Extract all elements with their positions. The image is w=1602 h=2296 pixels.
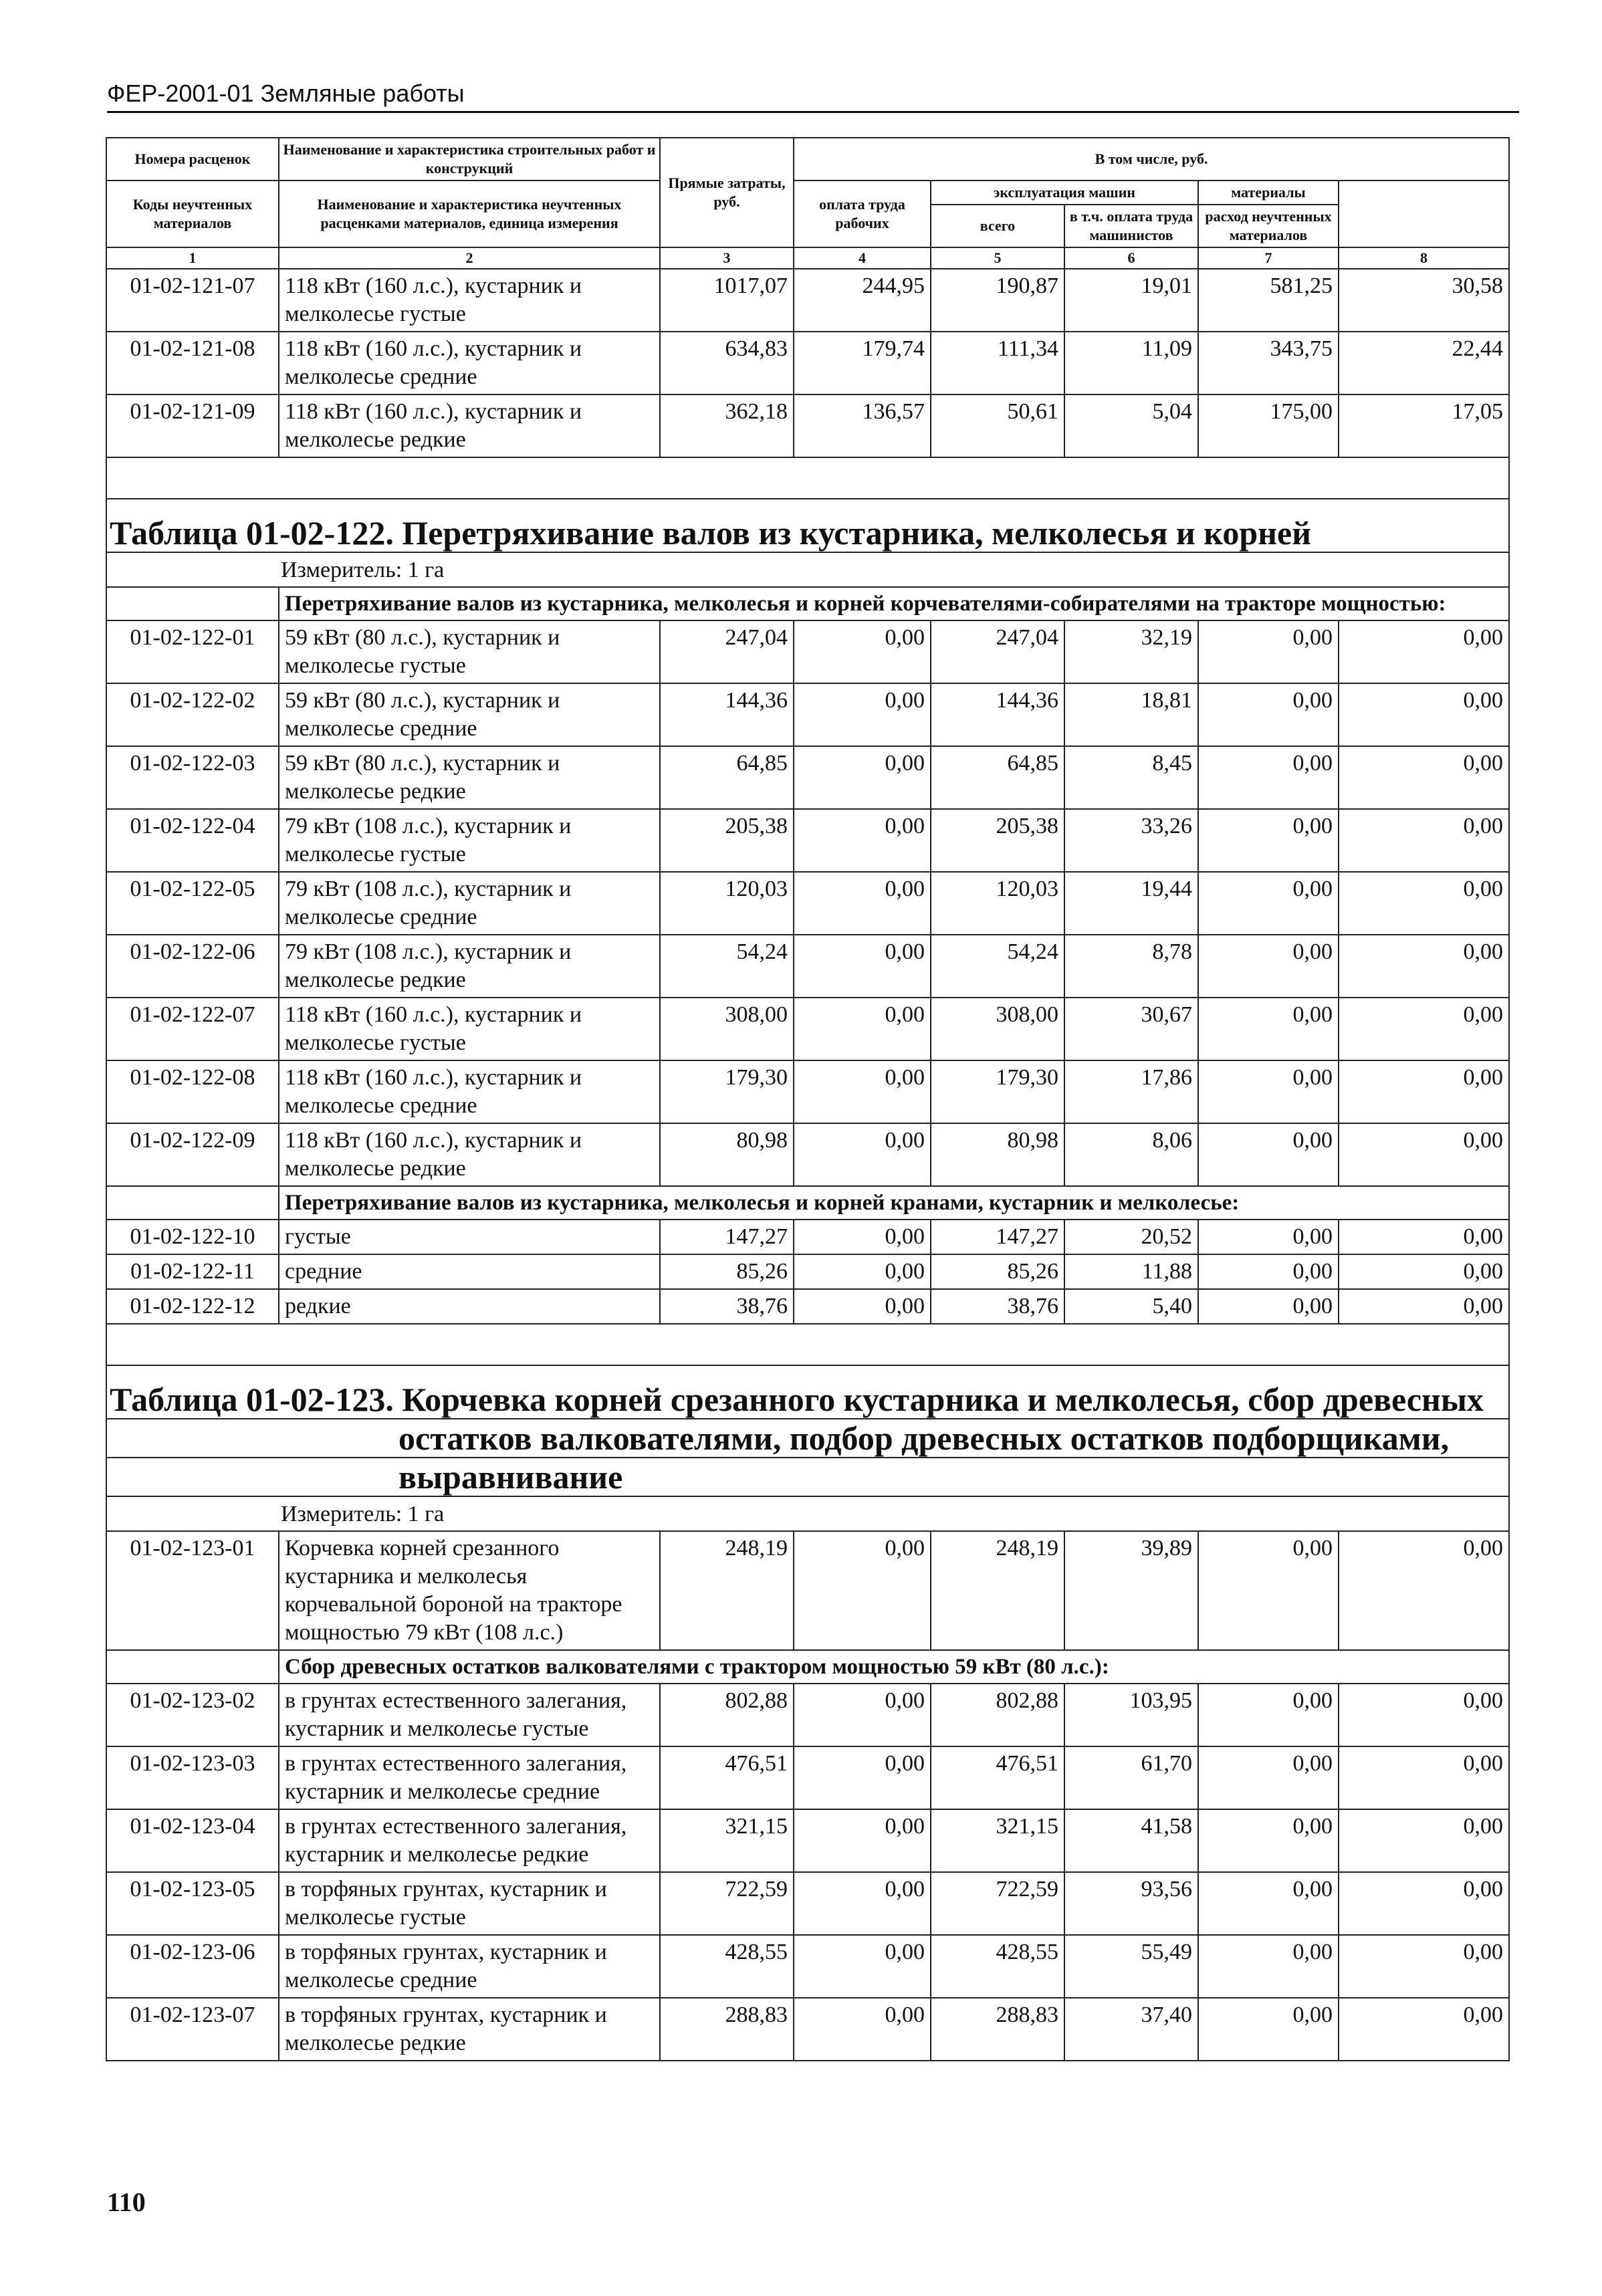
measure-unit-row xyxy=(106,552,1509,587)
value-labor: 22,44 xyxy=(1339,332,1509,394)
rate-name: густые xyxy=(279,1220,660,1254)
value-labor: 0,00 xyxy=(1339,1998,1509,2061)
table-row xyxy=(106,394,1509,457)
value-pay: 0,00 xyxy=(794,872,931,935)
gap-cell xyxy=(106,1324,1509,1365)
value-mach: 179,30 xyxy=(931,1060,1064,1123)
rate-name: в грунтах естественного залегания, кустарник и мелколесье средние xyxy=(279,1746,660,1809)
value-mach: 428,55 xyxy=(931,1935,1064,1998)
value-direct: 80,98 xyxy=(660,1123,794,1186)
value-pay: 136,57 xyxy=(794,394,931,457)
value-mat: 0,00 xyxy=(1198,1684,1339,1746)
column-numbers-row xyxy=(106,247,1509,269)
table-row xyxy=(106,1684,1509,1746)
header-including: В том числе, руб. xyxy=(794,138,1509,181)
value-mat: 0,00 xyxy=(1198,1935,1339,1998)
value-direct: 308,00 xyxy=(660,998,794,1060)
table-title-continued-row xyxy=(106,1419,1509,1458)
table-row xyxy=(106,935,1509,998)
value-mach: 38,76 xyxy=(931,1289,1064,1324)
value-mat: 0,00 xyxy=(1198,998,1339,1060)
rate-code: 01-02-121-07 xyxy=(106,269,279,332)
value-mat: 0,00 xyxy=(1198,1289,1339,1324)
rate-name: 79 кВт (108 л.с.), кустарник и мелколесье редкие xyxy=(279,935,660,998)
value-pay: 0,00 xyxy=(794,1746,931,1809)
rate-code: 01-02-123-07 xyxy=(106,1998,279,2061)
value-direct: 634,83 xyxy=(660,332,794,394)
value-labor: 0,00 xyxy=(1339,1531,1509,1650)
value-labor: 0,00 xyxy=(1339,1684,1509,1746)
rate-code: 01-02-123-04 xyxy=(106,1809,279,1872)
value-mach: 248,19 xyxy=(931,1531,1064,1650)
column-number: 3 xyxy=(660,247,794,269)
rate-name: в грунтах естественного залегания, кустарник и мелколесье редкие xyxy=(279,1809,660,1872)
table-row xyxy=(106,872,1509,935)
value-mach: 321,15 xyxy=(931,1809,1064,1872)
value-direct: 205,38 xyxy=(660,809,794,872)
value-labor: 0,00 xyxy=(1339,872,1509,935)
value-mach: 147,27 xyxy=(931,1220,1064,1254)
table-title: Таблица 01-02-122. Перетряхивание валов из кустарника, мелколесья и корней xyxy=(106,499,1509,552)
rate-name: 118 кВт (160 л.с.), кустарник и мелколесье средние xyxy=(279,1060,660,1123)
value-direct: 1017,07 xyxy=(660,269,794,332)
value-machpay: 37,40 xyxy=(1064,1998,1198,2061)
value-mat: 0,00 xyxy=(1198,1809,1339,1872)
value-direct: 247,04 xyxy=(660,620,794,683)
table-row xyxy=(106,269,1509,332)
value-direct: 54,24 xyxy=(660,935,794,998)
table-title-row xyxy=(106,499,1509,552)
value-mat: 0,00 xyxy=(1198,1746,1339,1809)
table-row xyxy=(106,1289,1509,1324)
value-direct: 722,59 xyxy=(660,1872,794,1935)
value-mat: 0,00 xyxy=(1198,1531,1339,1650)
value-machpay: 5,40 xyxy=(1064,1289,1198,1324)
value-direct: 38,76 xyxy=(660,1289,794,1324)
gap-cell xyxy=(106,457,1509,499)
table-row xyxy=(106,1254,1509,1289)
value-machpay: 8,06 xyxy=(1064,1123,1198,1186)
value-mat: 175,00 xyxy=(1198,394,1339,457)
value-labor: 30,58 xyxy=(1339,269,1509,332)
value-direct: 288,83 xyxy=(660,1998,794,2061)
value-direct: 802,88 xyxy=(660,1684,794,1746)
column-number: 4 xyxy=(794,247,931,269)
header-name-works: Наименование и характеристика строительных работ и конструкций xyxy=(279,138,660,181)
rate-code: 01-02-122-04 xyxy=(106,809,279,872)
header-machines-total: всего xyxy=(931,205,1064,247)
table-row xyxy=(106,1123,1509,1186)
rate-name: в грунтах естественного залегания, кустарник и мелколесье густые xyxy=(279,1684,660,1746)
table-row xyxy=(106,1809,1509,1872)
table-row xyxy=(106,683,1509,746)
value-labor: 0,00 xyxy=(1339,1809,1509,1872)
rate-name: Корчевка корней срезанного кустарника и мелколесья корчевальной бороной на тракторе мощностью 79 кВт (108 л.с.) xyxy=(279,1531,660,1650)
rate-code: 01-02-123-03 xyxy=(106,1746,279,1809)
gap-row xyxy=(106,457,1509,499)
value-machpay: 8,78 xyxy=(1064,935,1198,998)
value-machpay: 18,81 xyxy=(1064,683,1198,746)
rate-code: 01-02-122-01 xyxy=(106,620,279,683)
gap-row xyxy=(106,1324,1509,1365)
value-labor: 0,00 xyxy=(1339,746,1509,809)
running-head: ФЕР-2001-01 Земляные работы xyxy=(107,79,1519,113)
value-direct: 476,51 xyxy=(660,1746,794,1809)
value-mat: 0,00 xyxy=(1198,1220,1339,1254)
rate-name: редкие xyxy=(279,1289,660,1324)
column-number: 5 xyxy=(931,247,1064,269)
value-direct: 64,85 xyxy=(660,746,794,809)
value-pay: 0,00 xyxy=(794,620,931,683)
rate-name: в торфяных грунтах, кустарник и мелколесье густые xyxy=(279,1872,660,1935)
value-labor: 0,00 xyxy=(1339,620,1509,683)
table-row xyxy=(106,332,1509,394)
table-title: Таблица 01-02-123. Корчевка корней срезанного кустарника и мелколесья, сбор древесных xyxy=(106,1365,1509,1419)
value-pay: 0,00 xyxy=(794,1531,931,1650)
measure-unit-row xyxy=(106,1496,1509,1531)
value-mach: 802,88 xyxy=(931,1684,1064,1746)
value-machpay: 30,67 xyxy=(1064,998,1198,1060)
value-machpay: 103,95 xyxy=(1064,1684,1198,1746)
value-labor: 0,00 xyxy=(1339,1289,1509,1324)
rate-code: 01-02-122-07 xyxy=(106,998,279,1060)
value-mat: 0,00 xyxy=(1198,620,1339,683)
section-spacer xyxy=(106,587,279,620)
page-number: 110 xyxy=(107,2187,146,2217)
value-labor: 0,00 xyxy=(1339,1872,1509,1935)
value-direct: 248,19 xyxy=(660,1531,794,1650)
value-labor: 0,00 xyxy=(1339,683,1509,746)
table-title-continued: выравнивание xyxy=(106,1458,1509,1496)
rate-code: 01-02-123-02 xyxy=(106,1684,279,1746)
value-pay: 244,95 xyxy=(794,269,931,332)
value-machpay: 11,88 xyxy=(1064,1254,1198,1289)
section-row xyxy=(106,1186,1509,1220)
value-mach: 308,00 xyxy=(931,998,1064,1060)
value-pay: 0,00 xyxy=(794,746,931,809)
rate-name: в торфяных грунтах, кустарник и мелколесье средние xyxy=(279,1935,660,1998)
value-labor: 0,00 xyxy=(1339,1220,1509,1254)
column-number: 7 xyxy=(1198,247,1339,269)
section-heading: Перетряхивание валов из кустарника, мелколесья и корней корчевателями-собирателями на тракторе мощностью: xyxy=(279,587,1509,620)
header-worker-pay: оплата труда рабочих xyxy=(794,181,931,247)
value-pay: 0,00 xyxy=(794,809,931,872)
value-pay: 0,00 xyxy=(794,1809,931,1872)
value-machpay: 19,44 xyxy=(1064,872,1198,935)
table-row xyxy=(106,1872,1509,1935)
value-mat: 0,00 xyxy=(1198,1123,1339,1186)
section-row xyxy=(106,1650,1509,1684)
section-spacer xyxy=(106,1186,279,1220)
rate-name: 79 кВт (108 л.с.), кустарник и мелколесье средние xyxy=(279,872,660,935)
value-pay: 0,00 xyxy=(794,935,931,998)
value-labor: 0,00 xyxy=(1339,998,1509,1060)
value-mach: 144,36 xyxy=(931,683,1064,746)
value-mach: 111,34 xyxy=(931,332,1064,394)
rate-name: 59 кВт (80 л.с.), кустарник и мелколесье редкие xyxy=(279,746,660,809)
value-mach: 54,24 xyxy=(931,935,1064,998)
value-direct: 120,03 xyxy=(660,872,794,935)
value-pay: 0,00 xyxy=(794,1060,931,1123)
value-pay: 0,00 xyxy=(794,1123,931,1186)
rate-code: 01-02-122-05 xyxy=(106,872,279,935)
value-machpay: 11,09 xyxy=(1064,332,1198,394)
header-rates-number: Номера расценок xyxy=(106,138,279,181)
rate-code: 01-02-121-08 xyxy=(106,332,279,394)
table-row xyxy=(106,1531,1509,1650)
rate-name: 118 кВт (160 л.с.), кустарник и мелколесье средние xyxy=(279,332,660,394)
value-mach: 247,04 xyxy=(931,620,1064,683)
value-pay: 0,00 xyxy=(794,1872,931,1935)
value-pay: 179,74 xyxy=(794,332,931,394)
value-mat: 581,25 xyxy=(1198,269,1339,332)
value-direct: 179,30 xyxy=(660,1060,794,1123)
value-mat: 0,00 xyxy=(1198,809,1339,872)
value-mach: 64,85 xyxy=(931,746,1064,809)
measure-unit: Измеритель: 1 га xyxy=(106,1496,1509,1531)
measure-unit: Измеритель: 1 га xyxy=(106,552,1509,587)
rate-name: 118 кВт (160 л.с.), кустарник и мелколесье густые xyxy=(279,269,660,332)
header-materials-use: расход неучтенных материалов xyxy=(1198,205,1339,247)
value-machpay: 32,19 xyxy=(1064,620,1198,683)
value-machpay: 93,56 xyxy=(1064,1872,1198,1935)
value-mach: 120,03 xyxy=(931,872,1064,935)
rates-table xyxy=(106,137,1510,2061)
table-row xyxy=(106,1746,1509,1809)
table-row xyxy=(106,1220,1509,1254)
value-machpay: 5,04 xyxy=(1064,394,1198,457)
rate-code: 01-02-122-06 xyxy=(106,935,279,998)
value-direct: 428,55 xyxy=(660,1935,794,1998)
value-mat: 0,00 xyxy=(1198,1254,1339,1289)
value-labor: 0,00 xyxy=(1339,1123,1509,1186)
rate-code: 01-02-122-10 xyxy=(106,1220,279,1254)
value-pay: 0,00 xyxy=(794,998,931,1060)
value-labor: 0,00 xyxy=(1339,1060,1509,1123)
rate-name: 59 кВт (80 л.с.), кустарник и мелколесье густые xyxy=(279,620,660,683)
table-row xyxy=(106,1060,1509,1123)
header-row-2 xyxy=(106,181,1509,205)
value-mat: 0,00 xyxy=(1198,935,1339,998)
value-machpay: 19,01 xyxy=(1064,269,1198,332)
value-pay: 0,00 xyxy=(794,683,931,746)
value-mat: 0,00 xyxy=(1198,746,1339,809)
value-mach: 476,51 xyxy=(931,1746,1064,1809)
rate-code: 01-02-122-03 xyxy=(106,746,279,809)
rate-code: 01-02-122-02 xyxy=(106,683,279,746)
rate-name: 118 кВт (160 л.с.), кустарник и мелколесье редкие xyxy=(279,1123,660,1186)
section-heading: Перетряхивание валов из кустарника, мелколесья и корней кранами, кустарник и мелколесье: xyxy=(279,1186,1509,1220)
value-mach: 722,59 xyxy=(931,1872,1064,1935)
rate-code: 01-02-121-09 xyxy=(106,394,279,457)
section-row xyxy=(106,587,1509,620)
header-row-1 xyxy=(106,138,1509,181)
value-mat: 0,00 xyxy=(1198,683,1339,746)
rate-code: 01-02-122-09 xyxy=(106,1123,279,1186)
column-number: 1 xyxy=(106,247,279,269)
value-direct: 147,27 xyxy=(660,1220,794,1254)
rate-code: 01-02-123-05 xyxy=(106,1872,279,1935)
value-machpay: 41,58 xyxy=(1064,1809,1198,1872)
table-row xyxy=(106,1998,1509,2061)
value-labor: 17,05 xyxy=(1339,394,1509,457)
value-labor: 0,00 xyxy=(1339,1746,1509,1809)
header-direct-costs: Прямые затраты, руб. xyxy=(660,138,794,247)
rate-code: 01-02-122-11 xyxy=(106,1254,279,1289)
rate-name: средние xyxy=(279,1254,660,1289)
value-direct: 362,18 xyxy=(660,394,794,457)
table-row xyxy=(106,620,1509,683)
value-pay: 0,00 xyxy=(794,1220,931,1254)
value-machpay: 8,45 xyxy=(1064,746,1198,809)
value-mach: 288,83 xyxy=(931,1998,1064,2061)
value-mat: 343,75 xyxy=(1198,332,1339,394)
rate-code: 01-02-122-12 xyxy=(106,1289,279,1324)
value-labor: 0,00 xyxy=(1339,935,1509,998)
value-mat: 0,00 xyxy=(1198,1872,1339,1935)
column-number: 8 xyxy=(1339,247,1509,269)
value-machpay: 61,70 xyxy=(1064,1746,1198,1809)
value-machpay: 20,52 xyxy=(1064,1220,1198,1254)
header-name-materials: Наименование и характеристика неучтенных расценками материалов, единица измерения xyxy=(279,181,660,247)
section-spacer xyxy=(106,1650,279,1684)
value-mach: 205,38 xyxy=(931,809,1064,872)
header-materials: материалы xyxy=(1198,181,1339,205)
value-mat: 0,00 xyxy=(1198,872,1339,935)
table-row xyxy=(106,809,1509,872)
value-mach: 80,98 xyxy=(931,1123,1064,1186)
table-title-continued-row xyxy=(106,1458,1509,1496)
rate-name: 118 кВт (160 л.с.), кустарник и мелколесье густые xyxy=(279,998,660,1060)
rate-code: 01-02-122-08 xyxy=(106,1060,279,1123)
section-heading: Сбор древесных остатков валкователями с трактором мощностью 59 кВт (80 л.с.): xyxy=(279,1650,1509,1684)
value-pay: 0,00 xyxy=(794,1289,931,1324)
rate-name: в торфяных грунтах, кустарник и мелколесье редкие xyxy=(279,1998,660,2061)
value-machpay: 55,49 xyxy=(1064,1935,1198,1998)
value-labor: 0,00 xyxy=(1339,1935,1509,1998)
value-mat: 0,00 xyxy=(1198,1060,1339,1123)
value-direct: 321,15 xyxy=(660,1809,794,1872)
table-title-row xyxy=(106,1365,1509,1419)
header-rates-codes: Коды неучтенных материалов xyxy=(106,181,279,247)
value-machpay: 33,26 xyxy=(1064,809,1198,872)
value-machpay: 39,89 xyxy=(1064,1531,1198,1650)
table-row xyxy=(106,746,1509,809)
value-mach: 190,87 xyxy=(931,269,1064,332)
value-machpay: 17,86 xyxy=(1064,1060,1198,1123)
rate-name: 118 кВт (160 л.с.), кустарник и мелколесье редкие xyxy=(279,394,660,457)
table-row xyxy=(106,1935,1509,1998)
header-machinist-pay: в т.ч. оплата труда машинистов xyxy=(1064,205,1198,247)
column-number: 2 xyxy=(279,247,660,269)
value-pay: 0,00 xyxy=(794,1935,931,1998)
table-row xyxy=(106,998,1509,1060)
table-title-continued: остатков валкователями, подбор древесных остатков подборщиками, xyxy=(106,1419,1509,1458)
value-pay: 0,00 xyxy=(794,1254,931,1289)
value-direct: 144,36 xyxy=(660,683,794,746)
value-direct: 85,26 xyxy=(660,1254,794,1289)
header-machines: эксплуатация машин xyxy=(931,181,1198,205)
rate-name: 79 кВт (108 л.с.), кустарник и мелколесье густые xyxy=(279,809,660,872)
value-labor: 0,00 xyxy=(1339,809,1509,872)
value-mach: 50,61 xyxy=(931,394,1064,457)
value-pay: 0,00 xyxy=(794,1998,931,2061)
value-labor: 0,00 xyxy=(1339,1254,1509,1289)
rate-code: 01-02-123-06 xyxy=(106,1935,279,1998)
value-mat: 0,00 xyxy=(1198,1998,1339,2061)
value-mach: 85,26 xyxy=(931,1254,1064,1289)
rate-name: 59 кВт (80 л.с.), кустарник и мелколесье средние xyxy=(279,683,660,746)
column-number: 6 xyxy=(1064,247,1198,269)
value-pay: 0,00 xyxy=(794,1684,931,1746)
rate-code: 01-02-123-01 xyxy=(106,1531,279,1650)
